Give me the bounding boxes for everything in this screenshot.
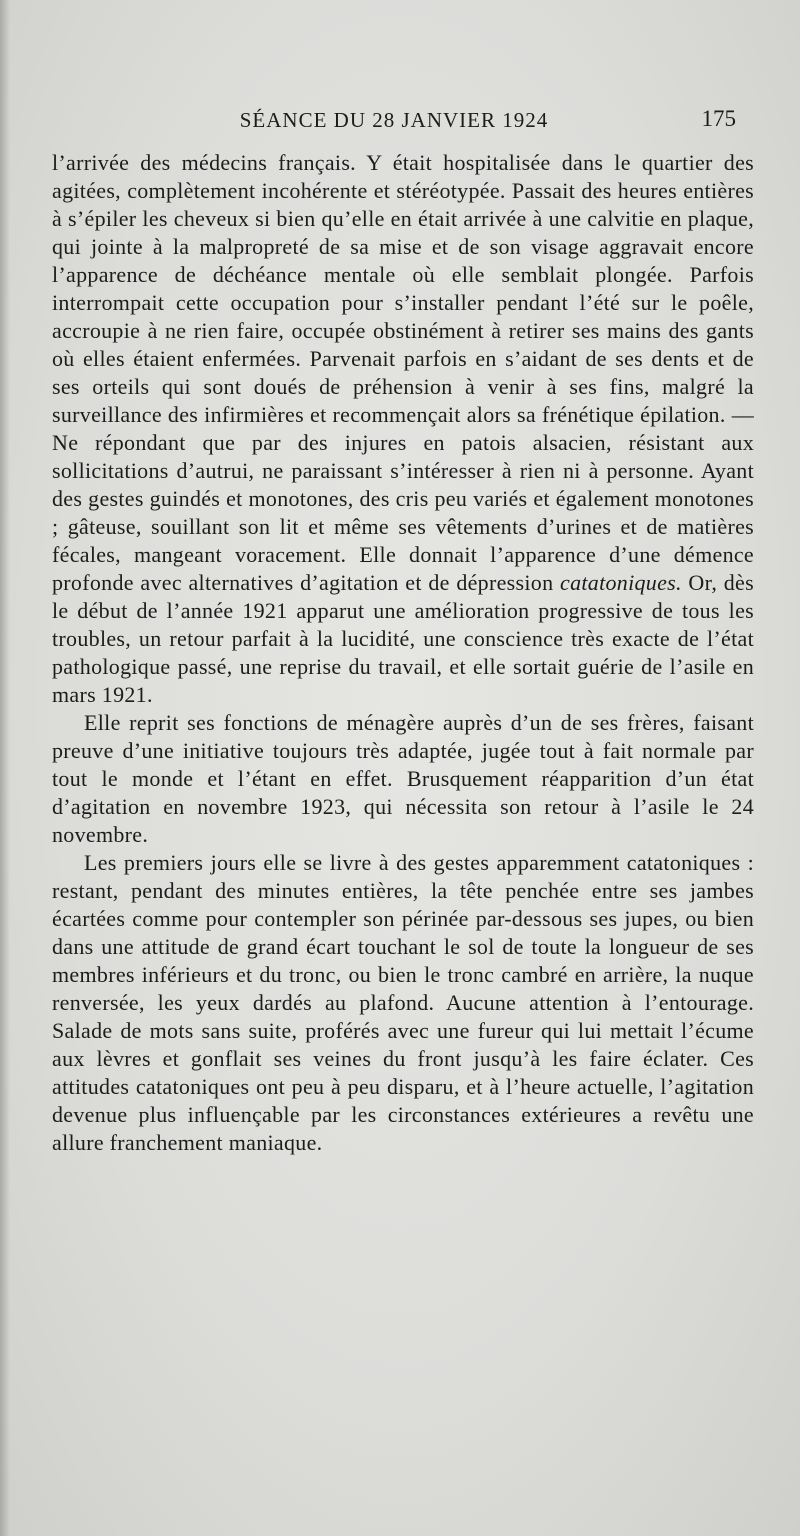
page-header: [52, 106, 736, 138]
paragraph-1-text: l’arrivée des médecins français. Y était hospitalisée dans le quartier des agitées, complètement incohérente et stéréotypée. Passait des heures entières à s’épiler les cheveux si bien qu’elle en était arrivée à une calvitie en plaque, qui jointe à la malpropreté de sa mise et de son visage aggravait encore l’apparence de déchéance mentale où elle semblait plongée. Parfois interrompait cette occupation pour s’installer pendant l’été sur le poêle, accroupie à ne rien faire, occupée obstinément à retirer ses mains des gants où elles étaient enfermées. Parvenait parfois en s’aidant de ses dents et de ses orteils qui sont doués de préhension à venir à ses fins, malgré la surveillance des infirmières et recommençait alors sa frénétique épilation. — Ne répondant que par des injures en patois alsacien, résistant aux sollicitations d’autrui, ne paraissant s’intéresser à rien ni à personne. Ayant des gestes guindés et monotones, des cris peu variés et également monotones ; gâteuse, souillant son lit et même ses vêtements d’urines et de matières fécales, mangeant voracement. Elle donnait l’apparence d’une démence profonde avec alternatives d’agitation et de dépression: [52, 150, 754, 595]
body-text: [52, 149, 754, 1157]
page-number: 175: [701, 106, 736, 131]
paragraph-3: Les premiers jours elle se livre à des gestes apparemment catatoniques : restant, pendant des minutes entières, la tête penchée entre ses jambes écartées comme pour contempler son périnée par-dessous ses jupes, ou bien dans une attitude de grand écart touchant le sol de toute la longueur de ses membres inférieurs et du tronc, ou bien le tronc cambré en arrière, la nuque renversée, les yeux dardés au plafond. Aucune attention à l’entourage. Salade de mots sans suite, proférés avec une fureur qui lui mettait l’écume aux lèvres et gonflait ses veines du front jusqu’à les faire éclater. Ces attitudes catatoniques ont peu à peu disparu, et à l’heure actuelle, l’agitation devenue plus influençable par les circonstances extérieures a revêtu une allure franchement maniaque.: [52, 850, 754, 1155]
italic-term: catatoniques.: [560, 570, 682, 595]
paragraph-2: Elle reprit ses fonctions de ménagère auprès d’un de ses frères, faisant preuve d’une initiative toujours très adaptée, jugée tout à fait normale par tout le monde et l’étant en effet. Brusquement réapparition d’un état d’agitation en novembre 1923, qui nécessita son retour à l’asile le 24 novembre.: [52, 710, 754, 847]
paragraph-1-tail: Or, dès le début de l’année 1921 apparut une amélioration progressive de tous les troubles, un retour parfait à la lucidité, une conscience très exacte de l’état pathologique passé, une reprise du travail, et elle sortait guérie de l’asile en mars 1921.: [52, 570, 754, 707]
running-head: SÉANCE DU 28 JANVIER 1924: [239, 108, 549, 132]
paragraph-1: [52, 149, 754, 709]
